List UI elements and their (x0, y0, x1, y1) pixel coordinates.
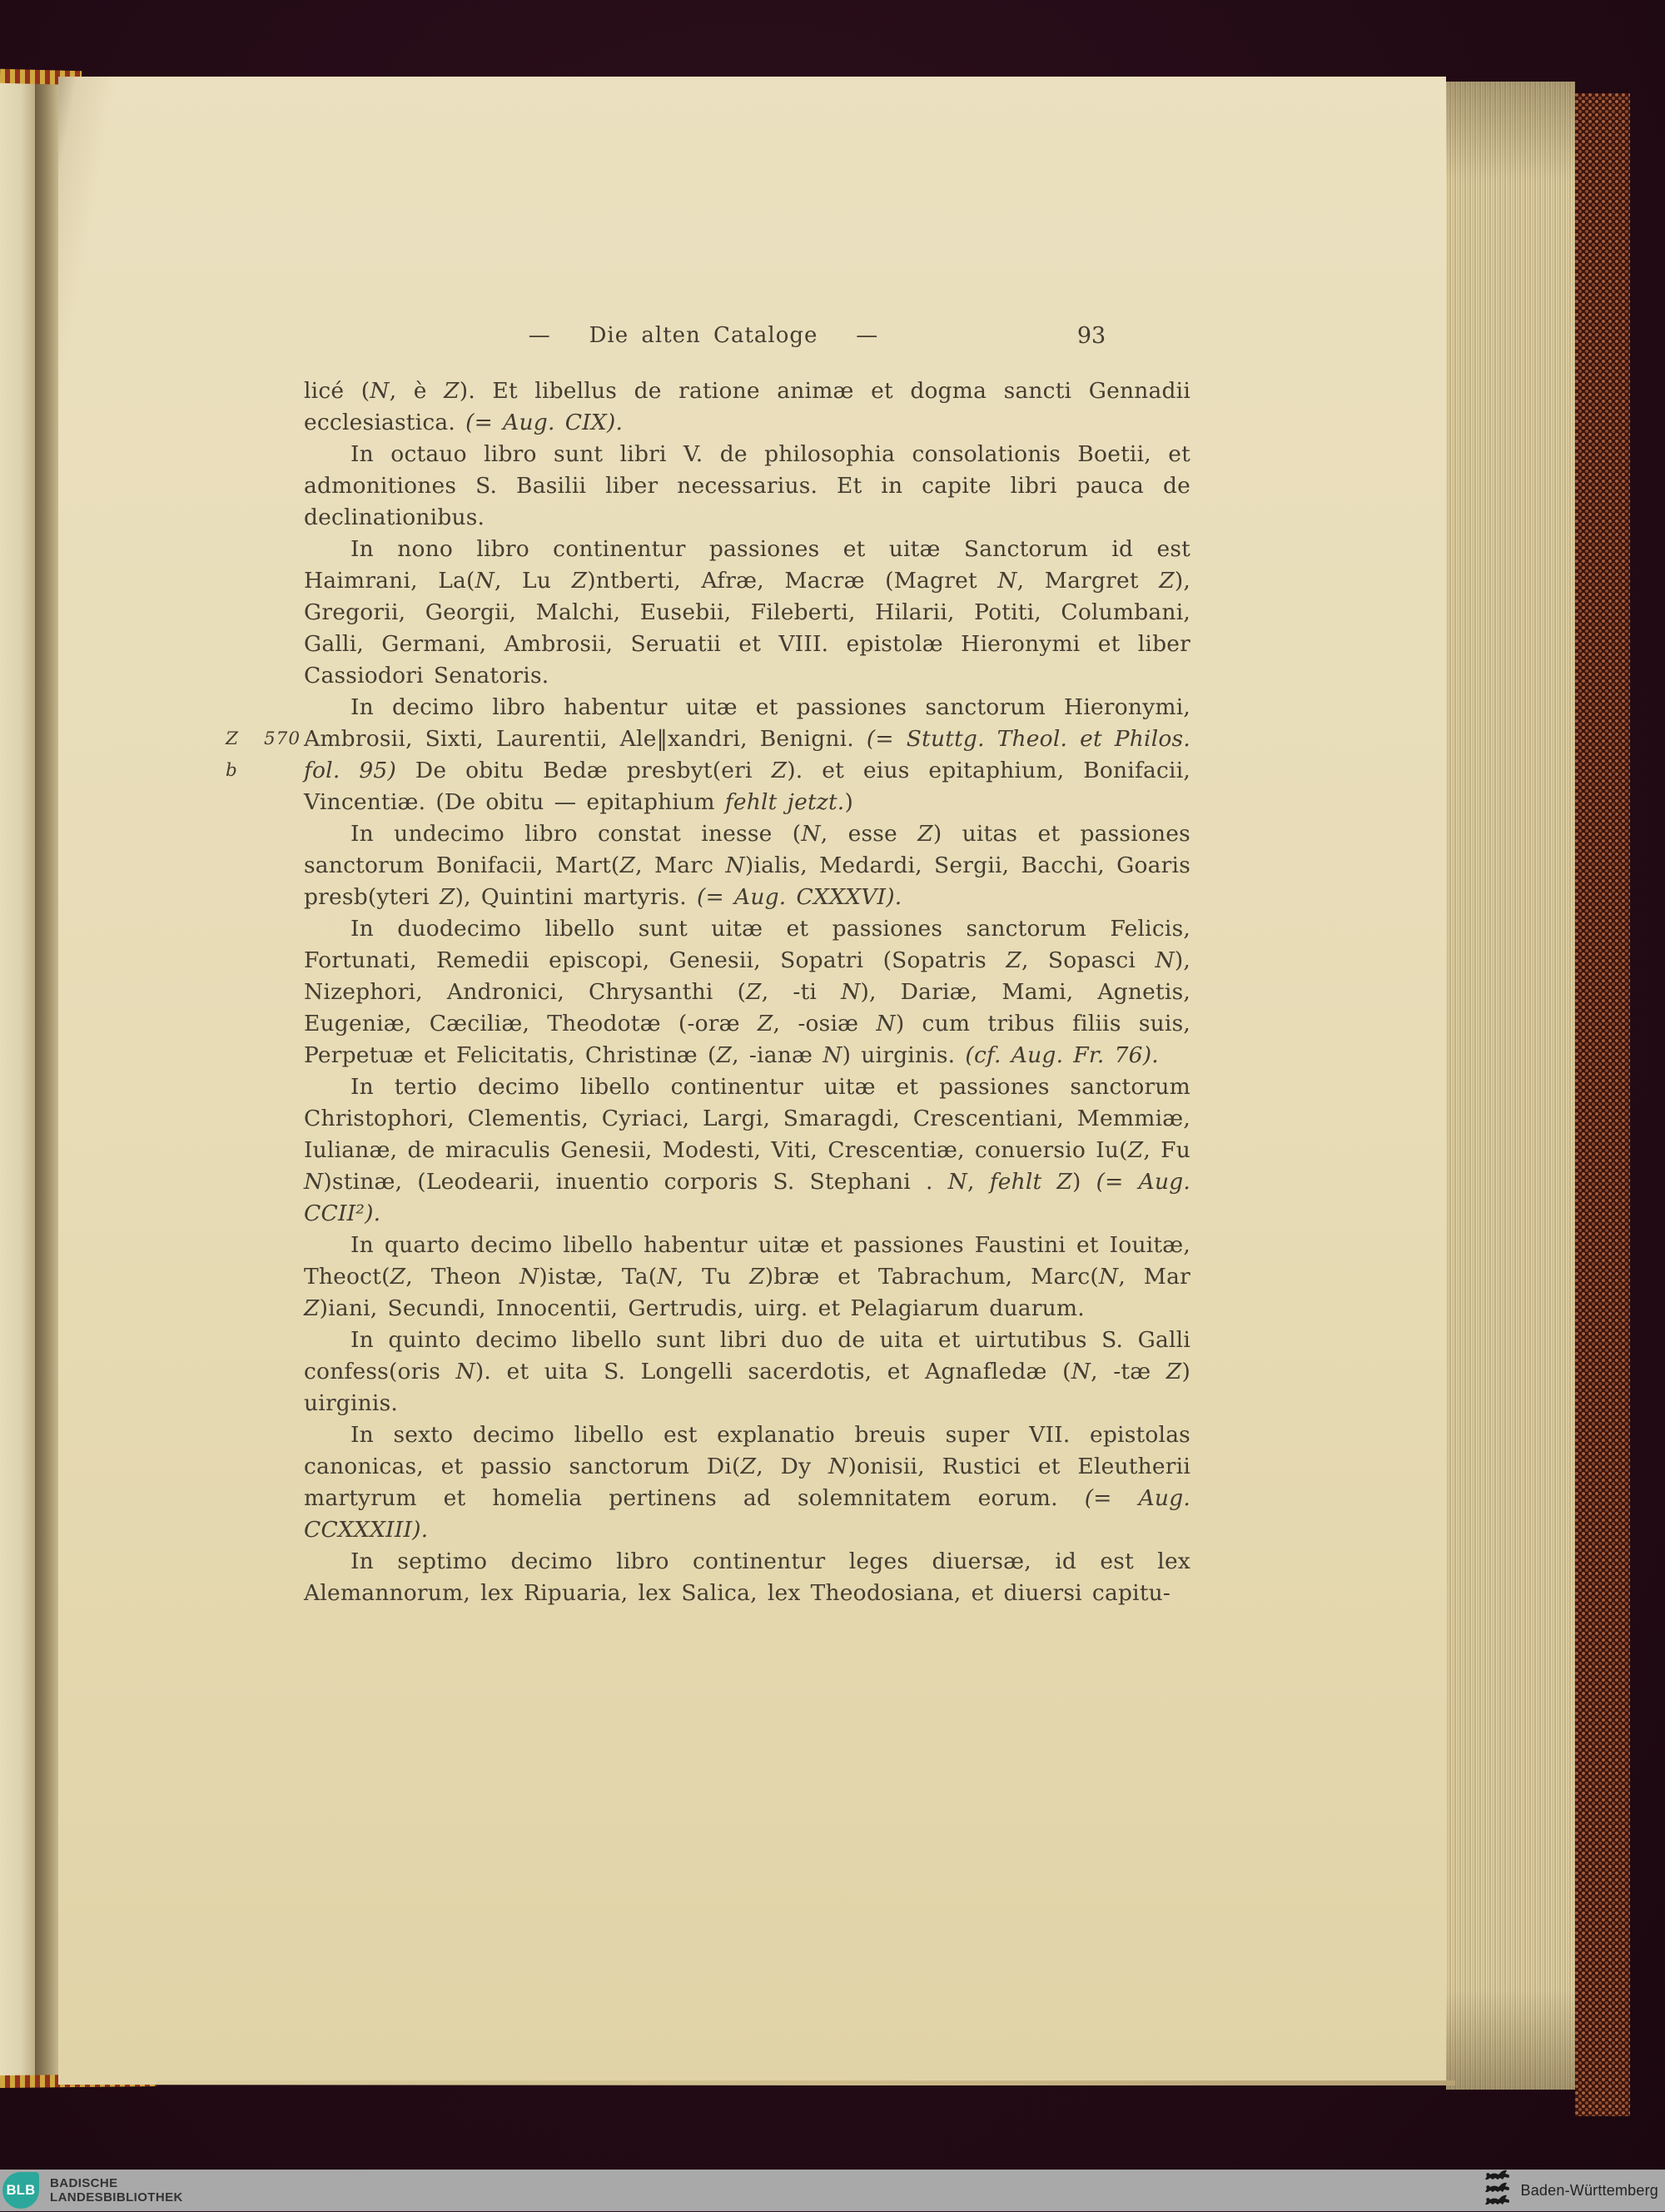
paragraph: In duodecimo libello sunt uitæ et passiones sanctorum Felicis, Fortunati, Remedii episcopi, Genesii, Sopatri (Sopatris Z, Sopasci N), Nizephori, Andronici, Chrysanthi (Z, -ti N), Dariæ, Mami, Agnetis, Eugeniæ, Cæciliæ, Theodotæ (-oræ Z, -osiæ N) cum tribus filiis suis, Perpetuæ et Felicitatis, Christinæ (Z, -ianæ N) uirginis. (cf. Aug. Fr. 76). (304, 916, 1190, 1068)
dash-left: — (528, 323, 551, 348)
paragraph: In undecimo libro constat inesse (N, esse Z) uitas et passiones sanctorum Bonifacii, Mart(Z, Marc N)ialis, Medardi, Sergii, Bacchi, Goaris presb(yteri Z), Quintini martyris. (= Aug. CXXXVI). (304, 821, 1190, 910)
blb-logo-text: BLB (6, 2182, 36, 2198)
running-title (304, 323, 1103, 348)
page-bottom-edge (157, 2080, 1455, 2085)
state-logo-group (1484, 2170, 1658, 2212)
blb-logo-icon (2, 2172, 39, 2209)
dash-right: — (856, 323, 879, 348)
paragraph: In quarto decimo libello habentur uitæ et passiones Faustini et Iouitæ, Theoct(Z, Theon N)istæ, Ta(N, Tu Z)bræ et Tabrachum, Marc(N, Mar Z)iani, Secundi, Innocentii, Gertrudis, uirg. et Pelagiarum duarum. (304, 1232, 1191, 1321)
library-name-line2: LANDESBIBLIOTHEK (50, 2190, 183, 2205)
facing-page-edge (0, 80, 35, 2081)
library-name-line1: BADISCHE (50, 2175, 118, 2190)
text-body (226, 375, 1191, 1609)
running-title-text: Die alten Cataloge (589, 323, 818, 348)
margin-note: Z 570 b (226, 728, 301, 781)
gutter-shadow (35, 78, 58, 2083)
paragraph: In septimo decimo libro continentur leges diuersæ, id est lex Alemannorum, lex Ripuaria, lex Salica, lex Theodosiana, et diuersi capitu- (304, 1548, 1190, 1606)
library-logo-group (2, 2172, 183, 2209)
paragraph: In octauo libro sunt libri V. de philosophia consolationis Boetii, et admonitiones S. Basilii liber necessarius. Et in capite libri pauca de declinationibus. (304, 441, 1190, 530)
state-label: Baden-Württemberg (1520, 2181, 1658, 2199)
paragraph: In sexto decimo libello est explanatio breuis super VII. epistolas canonicas, et passio sanctorum Di(Z, Dy N)onisii, Rustici et Eleutherii martyrum et homelia pertinens ad solemnitatem eorum. (= Aug. CCXXXIII). (304, 1422, 1190, 1543)
baden-wuerttemberg-crest-icon (1484, 2170, 1512, 2212)
fore-edge-page-stack (1446, 82, 1575, 2090)
paragraph: In nono libro continentur passiones et uitæ Sanctorum id est Haimrani, La(N, Lu Z)ntberti, Afræ, Macræ (Magret N, Margret Z), Gregorii, Georgii, Malchi, Eusebii, Fileberti, Hilarii, Potiti, Columbani, Galli, Germani, Ambrosii, Seruatii et VIII. epistolæ Hieronymi et liber Cassiodori Senatoris. (304, 536, 1190, 688)
library-name (50, 2176, 183, 2205)
book-page (58, 77, 1446, 2085)
book-cover-cloth (1575, 93, 1630, 2116)
paragraph: licé (N, è Z). Et libellus de ratione animæ et dogma sancti Gennadii ecclesiastica. (= Aug. CIX). (304, 378, 1191, 435)
page-number: 93 (1076, 323, 1106, 349)
printed-content (226, 323, 1191, 1609)
paragraph: Z 570 b In decimo libro habentur uitæ et passiones sanctorum Hieronymi, Ambrosii, Sixti, Laurentii, Ale‖xandri, Benigni. (= Stuttg. Theol. et Philos. fol. 95) De obitu Bedæ presbyt(eri Z). et eius epitaphium, Bonifacii, Vincentiæ. (De obitu — epitaphium fehlt jetzt.) (226, 694, 1191, 815)
page-header (304, 323, 1190, 358)
paragraph: In quinto decimo libello sunt libri duo de uita et uirtutibus S. Galli confess(oris N). et uita S. Longelli sacerdotis, et Agnafledæ (N, -tæ Z) uirginis. (304, 1327, 1190, 1416)
paragraph: In tertio decimo libello continentur uitæ et passiones sanctorum Christophori, Clementis, Cyriaci, Largi, Smaragdi, Crescentiani, Memmiæ, Iulianæ, de miraculis Genesii, Modesti, Viti, Crescentiæ, conuersio Iu(Z, Fu N)stinæ, (Leodearii, inuentio corporis S. Stephani . N, fehlt Z) (= Aug. CCII²). (304, 1074, 1190, 1226)
footer-bar (0, 2170, 1665, 2211)
